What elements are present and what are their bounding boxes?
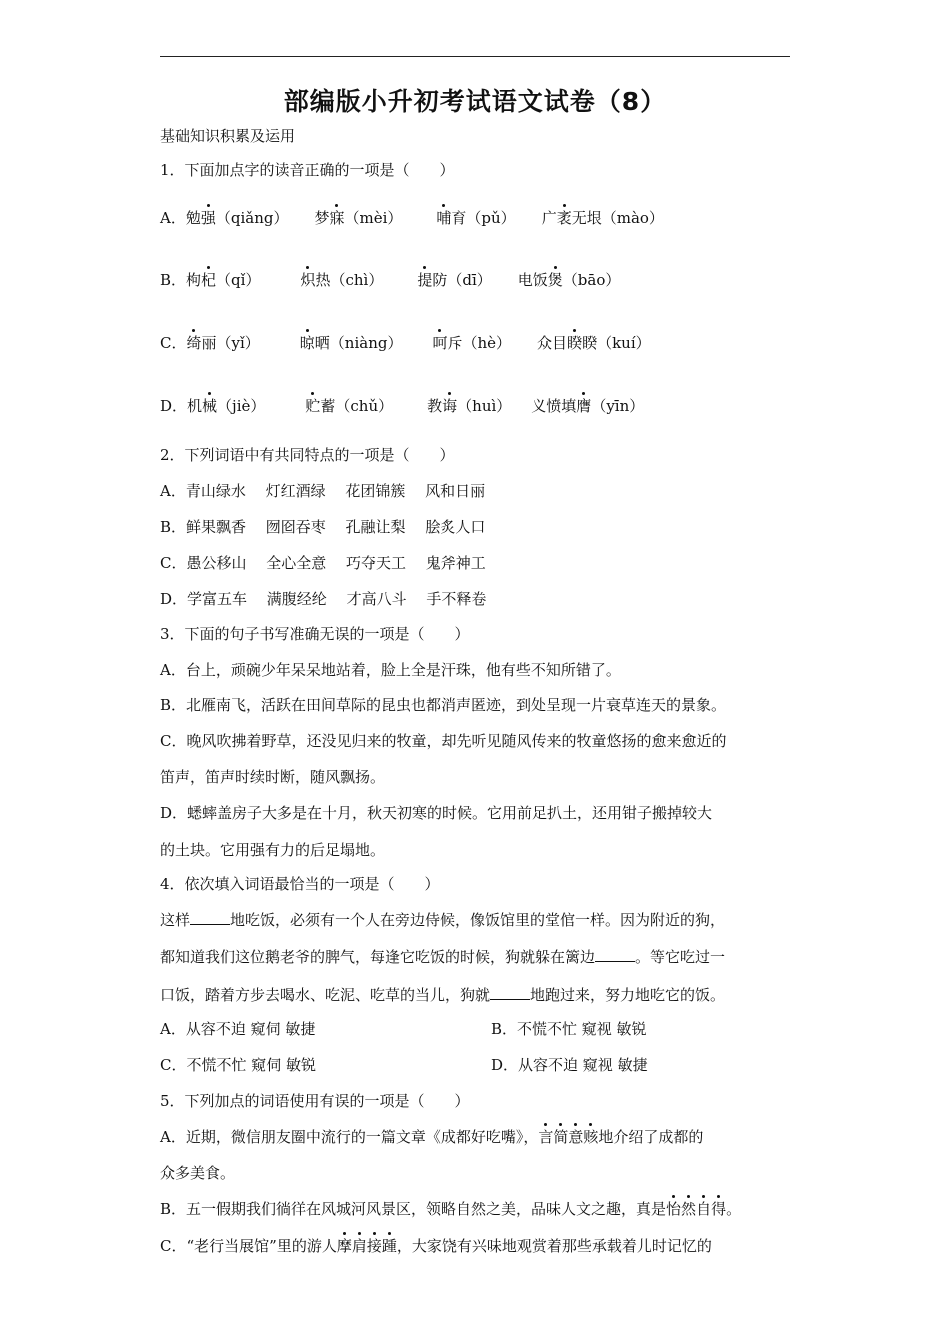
fill-blank-3[interactable] <box>490 985 530 1000</box>
q5-option-b[interactable]: B．五一假期我们徜徉在风城河风景区，领略自然之美，品味人文之趣，真是怡然自得。 <box>160 1200 742 1218</box>
dotted-char: 摩 <box>336 1237 352 1255</box>
dotted-char: 自 <box>696 1200 712 1218</box>
header-rule <box>160 56 790 57</box>
dotted-char: 绮 <box>186 334 202 352</box>
q5-option-c[interactable]: C．“老行当展馆”里的游人摩肩接踵，大家饶有兴味地观赏着那些承载着儿时记忆的 <box>160 1237 712 1255</box>
dotted-char: 械 <box>202 397 218 415</box>
q5-stem: 5．下列加点的词语使用有误的一项是（ ） <box>160 1092 470 1110</box>
q4-stem: 4．依次填入词语最恰当的一项是（ ） <box>160 875 440 893</box>
q5-option-a[interactable]: A．近期，微信朋友圈中流行的一篇文章《成都好吃嘴》，言简意赅地介绍了成都的 <box>160 1128 704 1146</box>
q2-stem: 2．下列词语中有共同特点的一项是（ ） <box>160 446 455 464</box>
q4-passage-line-2: 都知道我们这位鹅老爷的脾气，每逢它吃饭的时候，狗就躲在篱边 。等它吃过一 <box>160 948 726 966</box>
q3-option-d-cont: 的土块。它用强有力的后足塌地。 <box>160 841 386 859</box>
dotted-char: 强 <box>200 209 216 227</box>
q2-option-a[interactable]: A．青山绿水 灯红酒绿 花团锦簇 风和日丽 <box>160 482 486 500</box>
q4-option-a[interactable]: A．从容不迫 窥伺 敏捷 <box>160 1020 316 1038</box>
dotted-char: 寐 <box>329 209 345 227</box>
q2-option-c[interactable]: C．愚公移山 全心全意 巧夺天工 鬼斧神工 <box>160 554 486 572</box>
dotted-char: 提 <box>417 271 433 289</box>
q4-option-b[interactable]: B．不慌不忙 窥视 敏锐 <box>491 1020 647 1038</box>
q3-option-c-cont: 笛声，笛声时续时断，随风飘扬。 <box>160 768 386 786</box>
dotted-char: 晾 <box>299 334 315 352</box>
q4-passage-line-3: 口饭，踏着方步去喝水、吃泥、吃草的当儿，狗就 地跑过来，努力地吃它的饭。 <box>160 986 726 1004</box>
dotted-char: 煲 <box>547 271 563 289</box>
q3-option-a[interactable]: A．台上，顽碗少年呆呆地站着，脸上全是汗珠，他有些不知所错了。 <box>160 661 621 679</box>
q3-option-c[interactable]: C．晚风吹拂着野草，还没见归来的牧童，却先听见随风传来的牧童悠扬的愈来愈近的 <box>160 732 727 750</box>
q3-option-b[interactable]: B．北雁南飞，活跃在田间草际的昆虫也都消声匿迹，到处呈现一片衰草连天的景象。 <box>160 696 727 714</box>
q5-option-a-cont: 众多美食。 <box>160 1164 236 1182</box>
fill-blank-2[interactable] <box>595 947 635 962</box>
dotted-char: 肩 <box>351 1237 367 1255</box>
dotted-char: 意 <box>568 1128 584 1146</box>
dotted-char: 踵 <box>381 1237 397 1255</box>
q2-option-d[interactable]: D．学富五车 满腹经纶 才高八斗 手不释卷 <box>160 590 487 608</box>
dotted-char: 呵 <box>432 334 448 352</box>
q1-option-a[interactable]: A．勉强（qiǎng） 梦寐（mèi） 哺育（pǔ） 广袤无垠（mào） <box>160 209 664 227</box>
q3-stem: 3．下面的句子书写准确无误的一项是（ ） <box>160 625 470 643</box>
dotted-char: 简 <box>553 1128 569 1146</box>
q4-passage-line-1: 这样 地吃饭，必须有一个人在旁边侍候，像饭馆里的堂倌一样。因为附近的狗， <box>160 911 726 929</box>
dotted-char: 诲 <box>442 397 458 415</box>
q4-option-d[interactable]: D．从容不迫 窥视 敏捷 <box>491 1056 648 1074</box>
q1-option-d[interactable]: D．机械（jiè） 贮蓄（chǔ） 教诲（huì） 义愤填膺（yīn） <box>160 397 645 415</box>
dotted-char: 杞 <box>201 271 217 289</box>
q1-stem: 1．下面加点字的读音正确的一项是（ ） <box>160 161 455 179</box>
dotted-char: 接 <box>366 1237 382 1255</box>
dotted-char: 炽 <box>300 271 316 289</box>
dotted-char: 哺 <box>436 209 452 227</box>
dotted-char: 然 <box>681 1200 697 1218</box>
q1-option-c[interactable]: C．绮丽（yǐ） 晾晒（niàng） 呵斥（hè） 众目睽睽（kuí） <box>160 334 651 352</box>
dotted-char: 膺 <box>576 397 592 415</box>
fill-blank-1[interactable] <box>190 910 230 925</box>
q1-option-b[interactable]: B．枸杞（qǐ） 炽热（chì） 提防（dī） 电饭煲（bāo） <box>160 271 621 289</box>
dotted-char: 言 <box>538 1128 554 1146</box>
dotted-char: 贮 <box>305 397 321 415</box>
page-title: 部编版小升初考试语文试卷（8） <box>283 87 667 116</box>
dotted-char: 得 <box>711 1200 727 1218</box>
dotted-char: 怡 <box>666 1200 682 1218</box>
dotted-char: 袤 <box>556 209 572 227</box>
dotted-char: 睽 <box>567 334 583 352</box>
q2-option-b[interactable]: B．鲜果飘香 囫囵吞枣 孔融让梨 脍炙人口 <box>160 518 486 536</box>
section-heading: 基础知识积累及运用 <box>160 127 296 145</box>
q3-option-d[interactable]: D．蟋蟀盖房子大多是在十月，秋天初寒的时候。它用前足扒土，还用钳子搬掉较大 <box>160 804 713 822</box>
q4-option-c[interactable]: C．不慌不忙 窥伺 敏锐 <box>160 1056 317 1074</box>
dotted-char: 赅 <box>583 1128 599 1146</box>
